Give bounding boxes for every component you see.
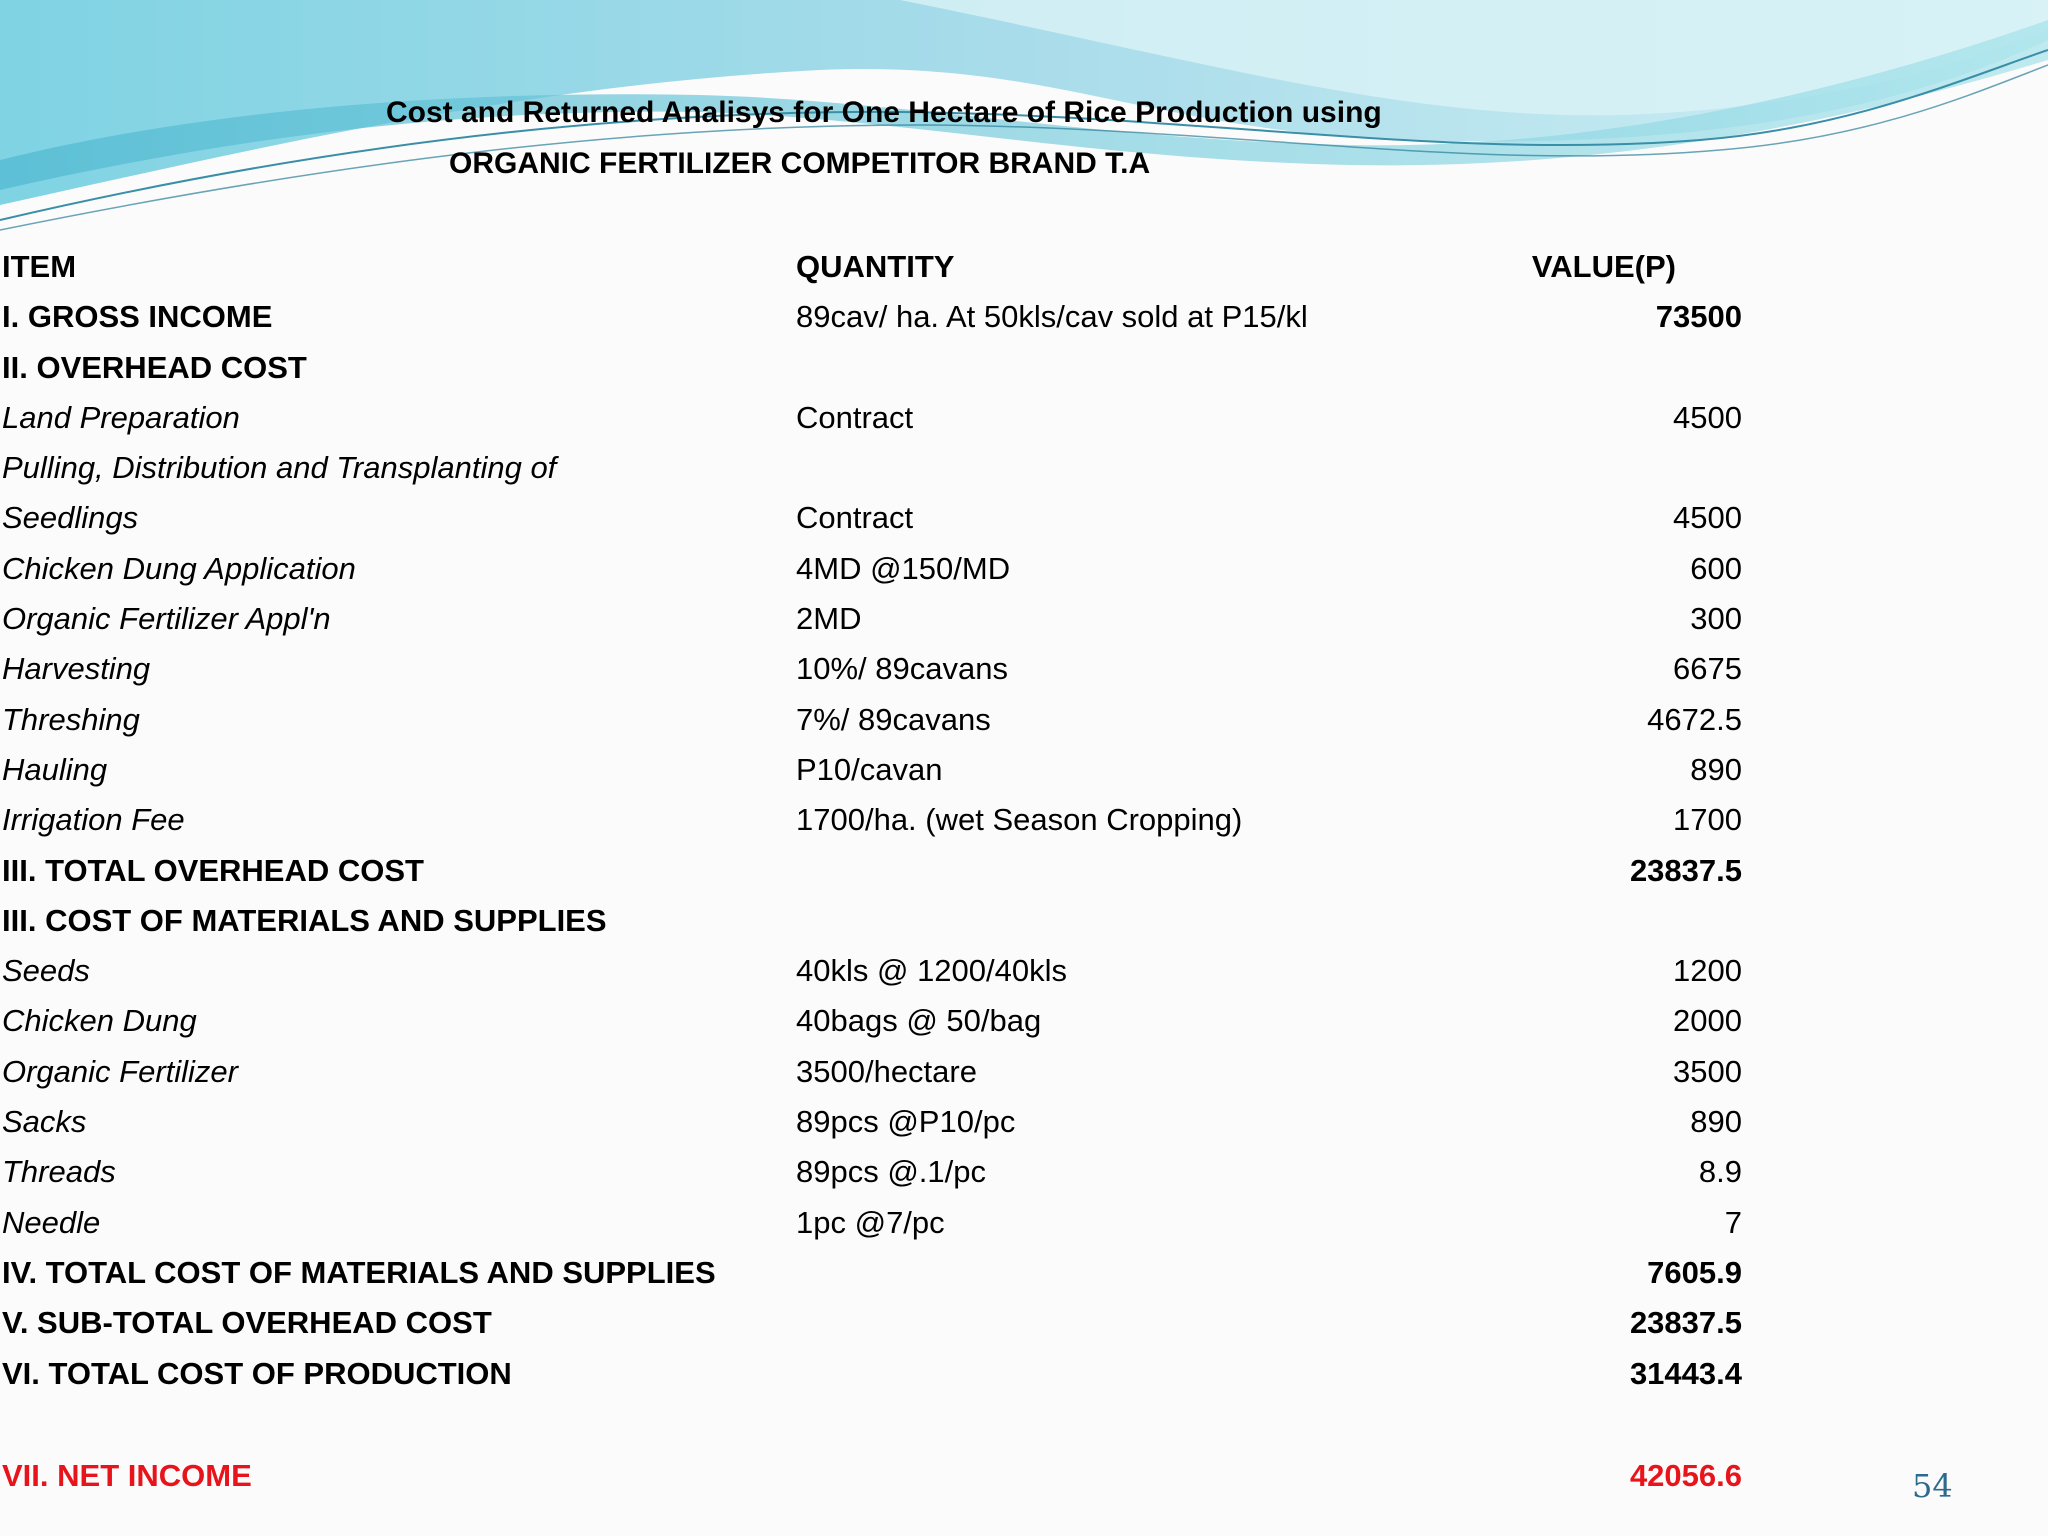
row-quantity-cell: 3500/hectare	[796, 1053, 977, 1089]
table-row	[2, 1349, 1742, 1399]
row-value-cell: 3500	[1673, 1053, 1742, 1089]
row-quantity-cell: Contract	[796, 500, 914, 536]
row-quantity-cell: 89pcs @.1/pc	[796, 1154, 987, 1190]
row-value-cell: 4500	[1673, 399, 1742, 435]
table-row	[2, 493, 1742, 543]
net-income-label: VII. NET INCOME	[2, 1457, 252, 1493]
row-quantity-cell: 40bags @ 50/bag	[796, 1003, 1042, 1039]
net-income-value: 42056.6	[1629, 1457, 1742, 1493]
table-row	[2, 393, 1742, 443]
row-value-cell: 890	[1690, 1104, 1742, 1140]
row-value-cell: 73500	[1655, 299, 1742, 335]
row-value-cell: 890	[1690, 751, 1742, 787]
row-quantity-cell: P10/cavan	[796, 751, 943, 787]
column-header-quantity: QUANTITY	[796, 249, 955, 284]
table-row	[2, 996, 1742, 1046]
row-item-cell: Needle	[2, 1204, 101, 1240]
row-value-cell: 4500	[1673, 500, 1742, 536]
row-quantity-cell: 89cav/ ha. At 50kls/cav sold at P15/kl	[796, 299, 1308, 335]
table-row	[2, 1097, 1742, 1147]
row-quantity-cell: 1pc @7/pc	[796, 1204, 945, 1240]
row-item-cell: III. COST OF MATERIALS AND SUPPLIES	[2, 902, 607, 938]
table-row	[2, 343, 1742, 393]
row-item-cell: II. OVERHEAD COST	[2, 349, 307, 385]
slide-title-line-2: ORGANIC FERTILIZER COMPETITOR BRAND T.A	[449, 147, 1151, 180]
row-value-cell: 1700	[1673, 802, 1742, 838]
table-row	[2, 292, 1742, 342]
row-quantity-cell: 40kls @ 1200/40kls	[796, 953, 1068, 989]
table-row	[2, 594, 1742, 644]
table-header-row	[2, 242, 1742, 292]
row-item-cell: Chicken Dung	[2, 1003, 197, 1039]
row-item-cell: VI. TOTAL COST OF PRODUCTION	[2, 1355, 512, 1391]
row-value-cell: 6675	[1673, 651, 1742, 687]
row-quantity-cell: 4MD @150/MD	[796, 550, 1011, 586]
row-item-cell: Organic Fertilizer	[2, 1053, 238, 1089]
row-value-cell: 31443.4	[1629, 1355, 1742, 1391]
table-row	[2, 1298, 1742, 1348]
row-item-cell: Pulling, Distribution and Transplanting of	[2, 450, 557, 486]
row-item-cell: Threads	[2, 1154, 116, 1190]
net-income-row	[2, 1451, 1742, 1501]
row-value-cell: 7605.9	[1647, 1254, 1742, 1290]
row-value-cell: 1200	[1673, 953, 1742, 989]
table-row	[2, 946, 1742, 996]
table-row	[2, 795, 1742, 845]
row-quantity-cell: 89pcs @P10/pc	[796, 1104, 1016, 1140]
row-item-cell: Harvesting	[2, 651, 151, 687]
row-quantity-cell: 2MD	[796, 601, 862, 637]
row-item-cell: I. GROSS INCOME	[2, 299, 273, 335]
row-item-cell: Irrigation Fee	[2, 802, 185, 838]
table-row	[2, 846, 1742, 896]
column-header-value: VALUE(P)	[1531, 249, 1676, 284]
table-row	[2, 1248, 1742, 1298]
table-spacer	[2, 1399, 1742, 1451]
table-row	[2, 745, 1742, 795]
row-item-cell: Sacks	[2, 1104, 87, 1140]
row-item-cell: III. TOTAL OVERHEAD COST	[2, 852, 424, 888]
row-item-cell: Threshing	[2, 701, 140, 737]
row-value-cell: 23837.5	[1629, 1305, 1742, 1341]
row-quantity-cell: 7%/ 89cavans	[796, 701, 991, 737]
row-item-cell: Organic Fertilizer Appl'n	[2, 601, 331, 637]
table-row	[2, 644, 1742, 694]
row-item-cell: Seedlings	[2, 500, 139, 536]
row-value-cell: 4672.5	[1647, 701, 1742, 737]
table-row	[2, 544, 1742, 594]
cost-return-table	[2, 242, 1742, 1501]
table-row	[2, 896, 1742, 946]
table-row	[2, 695, 1742, 745]
row-value-cell: 23837.5	[1629, 852, 1742, 888]
row-item-cell: Chicken Dung Application	[2, 550, 356, 586]
row-quantity-cell: Contract	[796, 399, 914, 435]
table-row	[2, 1147, 1742, 1197]
column-header-item: ITEM	[2, 249, 77, 284]
row-value-cell: 600	[1690, 550, 1742, 586]
row-item-cell: Seeds	[2, 953, 90, 989]
row-item-cell: Land Preparation	[2, 399, 240, 435]
row-item-cell: Hauling	[2, 751, 108, 787]
row-value-cell: 7	[1724, 1204, 1742, 1240]
row-item-cell: IV. TOTAL COST OF MATERIALS AND SUPPLIES	[2, 1254, 716, 1290]
row-quantity-cell: 10%/ 89cavans	[796, 651, 1008, 687]
row-quantity-cell: 1700/ha. (wet Season Cropping)	[796, 802, 1243, 838]
page-number: 54	[1912, 1467, 1953, 1505]
table-row	[2, 1047, 1742, 1097]
row-item-cell: V. SUB-TOTAL OVERHEAD COST	[2, 1305, 492, 1341]
row-value-cell: 8.9	[1698, 1154, 1742, 1190]
table-row	[2, 1198, 1742, 1248]
table-body	[2, 292, 1742, 1399]
row-value-cell: 2000	[1673, 1003, 1742, 1039]
table-row	[2, 443, 1742, 493]
slide-title-line-1: Cost and Returned Analisys for One Hectare of Rice Production using	[386, 96, 1382, 129]
row-value-cell: 300	[1690, 601, 1742, 637]
